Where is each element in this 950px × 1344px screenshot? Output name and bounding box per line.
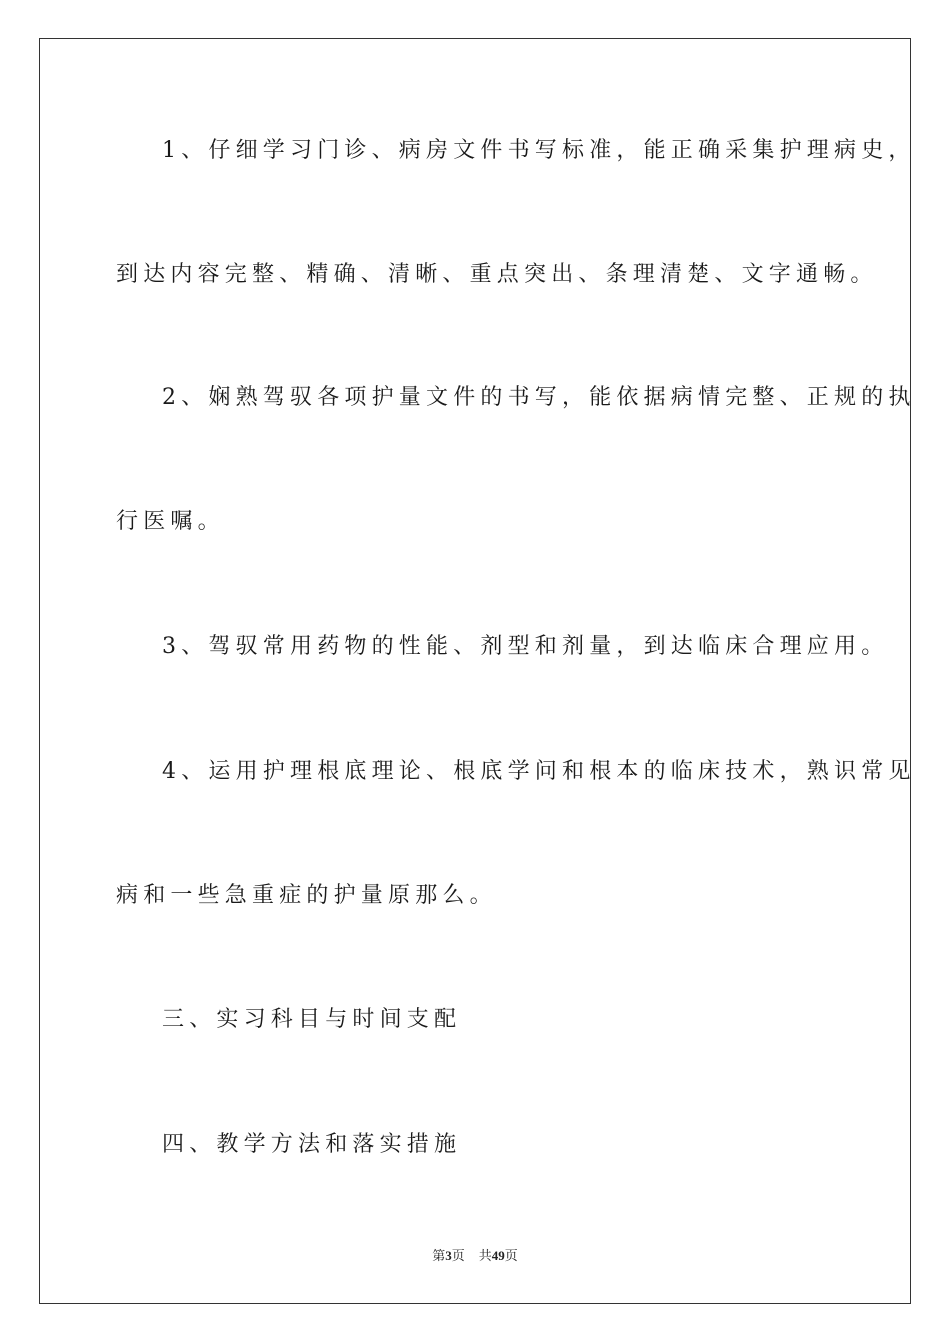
footer-page-suffix: 页 (451, 1248, 465, 1263)
footer-total-pages: 49 (491, 1248, 505, 1263)
footer-page-number: 3 (445, 1248, 452, 1263)
page-border (39, 38, 911, 1304)
section-heading-3: 三、实习科目与时间支配 (162, 1007, 462, 1032)
paragraph-line-3: 2、娴熟驾驭各项护量文件的书写，能依据病情完整、正规的执 (162, 385, 916, 410)
paragraph-line-5: 3、驾驭常用药物的性能、剂型和剂量，到达临床合理应用。 (162, 634, 889, 659)
footer-page-prefix: 第 (432, 1248, 446, 1263)
footer-total-suffix: 页 (504, 1248, 518, 1263)
footer-total-prefix: 共 (478, 1248, 492, 1263)
paragraph-line-1: 1、仔细学习门诊、病房文件书写标准，能正确采集护理病史， (162, 138, 916, 163)
paragraph-line-6: 4、运用护理根底理论、根底学问和根本的临床技术，熟识常见 (162, 759, 916, 784)
section-heading-4: 四、教学方法和落实措施 (162, 1132, 462, 1157)
page-footer (0, 1247, 950, 1265)
paragraph-line-4: 行医嘱。 (116, 509, 225, 534)
paragraph-line-7: 病和一些急重症的护量原那么。 (116, 883, 497, 908)
paragraph-line-2: 到达内容完整、精确、清晰、重点突出、条理清楚、文字通畅。 (116, 262, 878, 287)
